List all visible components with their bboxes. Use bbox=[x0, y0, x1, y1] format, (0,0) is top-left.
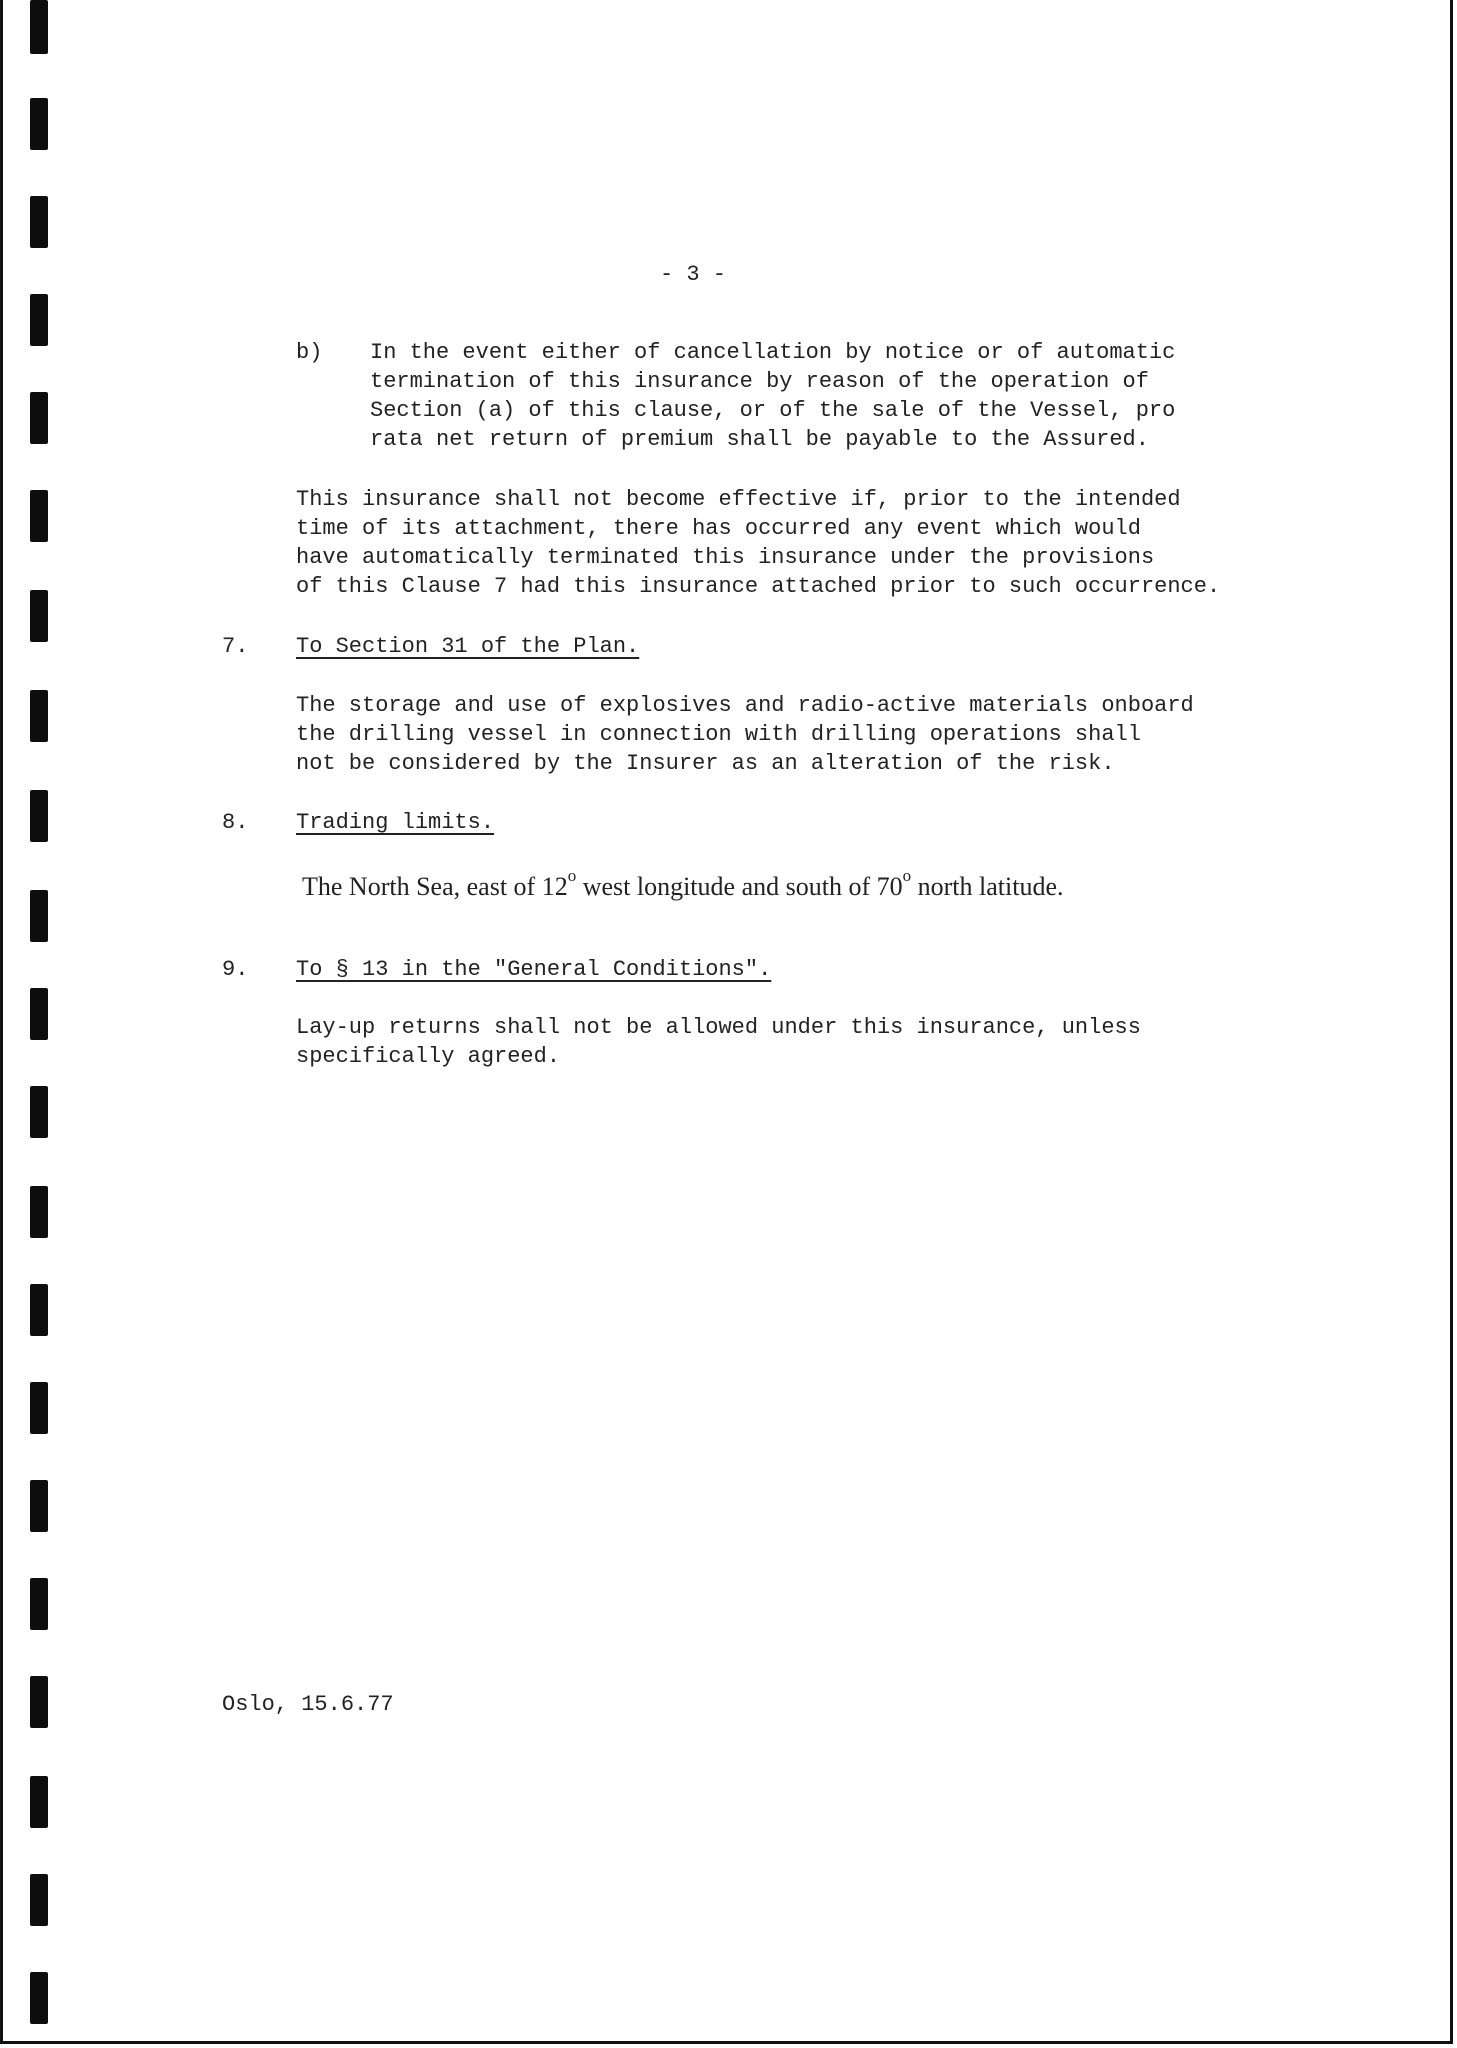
binding-mark bbox=[30, 590, 48, 642]
page-number: - 3 - bbox=[660, 262, 727, 287]
section-7-number: 7. bbox=[222, 634, 249, 659]
binding-mark bbox=[30, 1382, 48, 1434]
binding-mark bbox=[30, 1776, 48, 1828]
clause-b-marker: b) bbox=[296, 340, 323, 365]
degree-symbol: o bbox=[567, 866, 577, 885]
binding-mark bbox=[30, 392, 48, 444]
binding-mark bbox=[30, 890, 48, 942]
binding-mark bbox=[30, 1284, 48, 1336]
clause-b-line: rata net return of premium shall be payable to the Assured. bbox=[370, 427, 1149, 452]
section-9-line: Lay-up returns shall not be allowed under this insurance, unless bbox=[296, 1015, 1141, 1040]
trading-limits-part: north latitude. bbox=[911, 872, 1064, 901]
trading-limits-part: west longitude and south of 70 bbox=[576, 872, 903, 901]
section-7-line: The storage and use of explosives and radio-active materials onboard bbox=[296, 693, 1194, 718]
section-9-heading: To § 13 in the "General Conditions". bbox=[296, 957, 772, 982]
effective-paragraph-line: time of its attachment, there has occurred any event which would bbox=[296, 516, 1141, 541]
section-9-line: specifically agreed. bbox=[296, 1044, 561, 1069]
binding-mark bbox=[30, 1578, 48, 1630]
place-date: Oslo, 15.6.77 bbox=[222, 1692, 394, 1717]
effective-paragraph-line: of this Clause 7 had this insurance attached prior to such occurrence. bbox=[296, 574, 1221, 599]
binding-mark bbox=[30, 1874, 48, 1926]
clause-b-line: termination of this insurance by reason of the operation of bbox=[370, 369, 1149, 394]
section-7-heading: To Section 31 of the Plan. bbox=[296, 634, 640, 659]
clause-b-line: Section (a) of this clause, or of the sale of the Vessel, pro bbox=[370, 398, 1176, 423]
clause-b-line: In the event either of cancellation by notice or of automatic bbox=[370, 340, 1176, 365]
binding-mark bbox=[30, 196, 48, 248]
section-8-number: 8. bbox=[222, 810, 249, 835]
section-8-heading: Trading limits. bbox=[296, 810, 495, 835]
binding-mark bbox=[30, 1480, 48, 1532]
trading-limits-part: The North Sea, east of 12 bbox=[302, 872, 568, 901]
binding-mark bbox=[30, 790, 48, 842]
binding-mark bbox=[30, 1676, 48, 1728]
binding-mark bbox=[30, 988, 48, 1040]
binding-mark bbox=[30, 0, 48, 54]
section-7-line: not be considered by the Insurer as an alteration of the risk. bbox=[296, 751, 1115, 776]
effective-paragraph-line: have automatically terminated this insurance under the provisions bbox=[296, 545, 1155, 570]
binding-mark bbox=[30, 690, 48, 742]
section-7-line: the drilling vessel in connection with drilling operations shall bbox=[296, 722, 1141, 747]
binding-mark bbox=[30, 490, 48, 542]
binding-mark bbox=[30, 1086, 48, 1138]
binding-mark bbox=[30, 294, 48, 346]
section-9-number: 9. bbox=[222, 957, 249, 982]
binding-mark bbox=[30, 1972, 48, 2024]
degree-symbol: o bbox=[902, 866, 912, 885]
binding-mark bbox=[30, 1186, 48, 1238]
binding-mark bbox=[30, 98, 48, 150]
effective-paragraph-line: This insurance shall not become effective if, prior to the intended bbox=[296, 487, 1181, 512]
trading-limits-text bbox=[302, 866, 1064, 902]
